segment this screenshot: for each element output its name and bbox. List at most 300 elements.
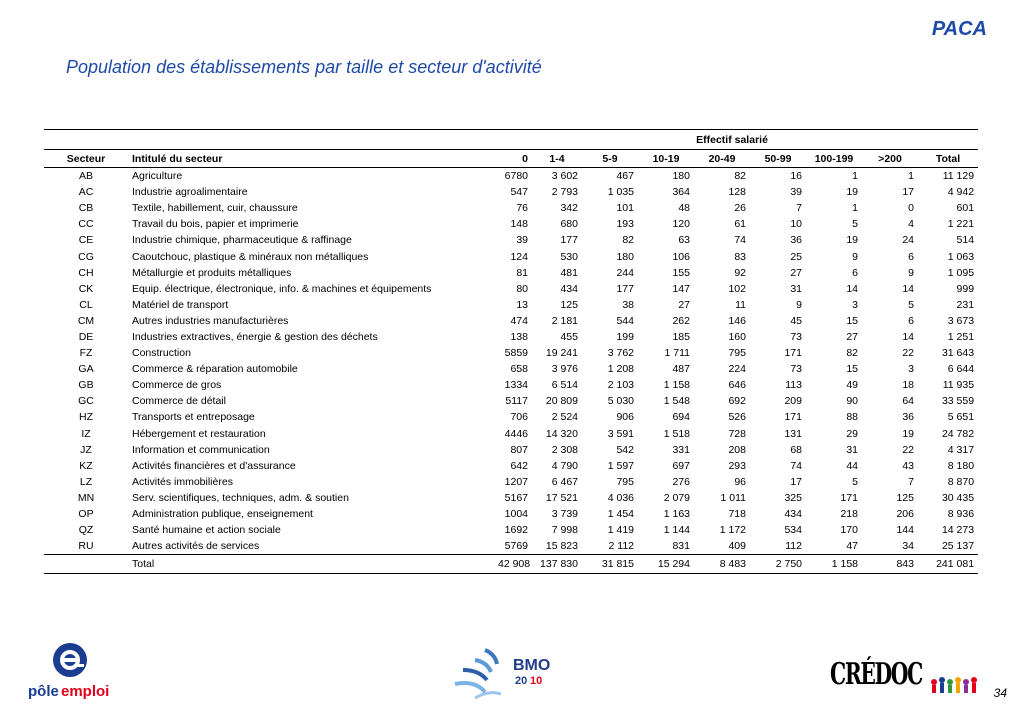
cell-200plus: 34 bbox=[902, 540, 914, 553]
cell-100-199: 19 bbox=[846, 186, 858, 199]
cell-10-19: 262 bbox=[672, 314, 690, 327]
cell-secteur: QZ bbox=[78, 524, 94, 537]
cell-20-49: 646 bbox=[728, 379, 746, 392]
cell-200plus: 206 bbox=[896, 508, 914, 521]
cell-100-199: 15 bbox=[846, 314, 858, 327]
cell-50-99: 112 bbox=[785, 540, 802, 553]
cell-1-4: 7 998 bbox=[551, 524, 578, 537]
cell-0: 5167 bbox=[504, 491, 528, 504]
cell-100-199: 47 bbox=[846, 540, 858, 553]
cell-50-99: 68 bbox=[790, 443, 802, 456]
cell-intitule: Caoutchouc, plastique & minéraux non métalliques bbox=[132, 250, 369, 263]
cell-total: 11 935 bbox=[942, 379, 975, 392]
cell-5-9: 180 bbox=[616, 250, 634, 263]
cell-0: 1692 bbox=[504, 524, 528, 537]
cell-100-199: 82 bbox=[846, 347, 858, 360]
cell-200plus: 9 bbox=[908, 266, 914, 279]
cell-0: 138 bbox=[510, 330, 528, 343]
cell-50-99: 171 bbox=[784, 411, 802, 424]
cell-50-99: 73 bbox=[790, 363, 802, 376]
cell-50-99: 36 bbox=[790, 234, 802, 247]
cell-100-199: 31 bbox=[846, 443, 858, 456]
cell-20-49: 526 bbox=[728, 411, 746, 424]
cell-100-199: 171 bbox=[840, 491, 858, 504]
cell-secteur: CC bbox=[78, 218, 94, 231]
cell-secteur: CB bbox=[78, 202, 94, 215]
cell-50-99: 25 bbox=[790, 250, 802, 263]
cell-1-4: 17 521 bbox=[545, 491, 578, 504]
cell-50-99: 27 bbox=[790, 266, 802, 279]
cell-50-99: 16 bbox=[790, 170, 802, 183]
cell-200plus: 64 bbox=[902, 395, 914, 408]
cell-total: 25 137 bbox=[941, 540, 975, 553]
cell-20-49: 82 bbox=[734, 170, 746, 183]
table-row bbox=[44, 248, 978, 264]
group-header-effectif: Effectif salarié bbox=[494, 130, 978, 150]
cell-20-49: 224 bbox=[728, 363, 746, 376]
cell-50-99: 9 bbox=[796, 298, 802, 311]
cell-20-49: 208 bbox=[728, 443, 746, 456]
cell-100-199: 5 bbox=[852, 218, 858, 231]
cell-10-19: 27 bbox=[678, 298, 690, 311]
cell-total: 6 644 bbox=[947, 363, 975, 376]
cell-0: 658 bbox=[510, 363, 528, 376]
credoc-word: CRÉDOC bbox=[830, 657, 966, 692]
cell-10-19: 1 518 bbox=[663, 427, 690, 440]
pole-emploi-logo bbox=[26, 640, 116, 702]
cell-200plus: 24 bbox=[902, 234, 914, 247]
cell-200plus: 14 bbox=[902, 330, 914, 343]
cell-intitule: Textile, habillement, cuir, chaussure bbox=[132, 202, 298, 215]
table-row bbox=[44, 538, 978, 555]
cell-1-4: 20 809 bbox=[545, 395, 578, 408]
cell-1-4: 3 976 bbox=[551, 363, 578, 376]
total-cell-50-99: 2 750 bbox=[750, 555, 806, 574]
cell-intitule: Agriculture bbox=[132, 170, 183, 183]
table-row bbox=[44, 361, 978, 377]
cell-100-199: 218 bbox=[840, 508, 858, 521]
cell-200plus: 144 bbox=[896, 524, 914, 537]
cell-total: 33 559 bbox=[941, 395, 975, 408]
table-row bbox=[44, 200, 978, 216]
cell-0: 81 bbox=[516, 266, 528, 279]
cell-10-19: 1 548 bbox=[663, 395, 690, 408]
bmo-year-b: 10 bbox=[530, 675, 543, 687]
cell-secteur: AB bbox=[78, 170, 93, 183]
cell-50-99: 10 bbox=[790, 218, 802, 231]
cell-secteur: CM bbox=[77, 314, 95, 327]
total-cell-secteur bbox=[44, 555, 128, 574]
table-row bbox=[44, 442, 978, 458]
col-header-1-4: 1-4 bbox=[532, 150, 582, 168]
total-cell-200plus: 843 bbox=[862, 555, 918, 574]
cell-1-4: 177 bbox=[560, 234, 578, 247]
table-row bbox=[44, 281, 978, 297]
cell-intitule: Métallurgie et produits métalliques bbox=[132, 266, 292, 279]
establishments-table bbox=[44, 129, 978, 574]
cell-secteur: KZ bbox=[79, 459, 93, 472]
cell-intitule: Commerce de gros bbox=[132, 379, 222, 392]
credoc-figures-icon bbox=[931, 677, 977, 693]
cell-5-9: 1 419 bbox=[607, 524, 634, 537]
cell-20-49: 293 bbox=[728, 459, 746, 472]
cell-50-99: 39 bbox=[790, 186, 802, 199]
cell-200plus: 43 bbox=[902, 459, 914, 472]
cell-total: 11 129 bbox=[942, 170, 975, 183]
cell-10-19: 48 bbox=[678, 202, 690, 215]
cell-200plus: 22 bbox=[902, 443, 914, 456]
cell-20-49: 692 bbox=[728, 395, 746, 408]
cell-intitule: Industries extractives, énergie & gestion des déchets bbox=[132, 330, 378, 343]
cell-0: 148 bbox=[510, 218, 528, 231]
cell-total: 1 251 bbox=[947, 330, 975, 343]
cell-0: 547 bbox=[510, 186, 528, 199]
cell-10-19: 147 bbox=[672, 282, 690, 295]
cell-5-9: 2 103 bbox=[607, 379, 634, 392]
cell-0: 706 bbox=[510, 411, 528, 424]
cell-total: 31 643 bbox=[941, 347, 975, 360]
cell-secteur: CH bbox=[78, 266, 94, 279]
cell-20-49: 1 011 bbox=[720, 491, 746, 504]
cell-secteur: JZ bbox=[80, 443, 92, 456]
cell-50-99: 45 bbox=[790, 314, 802, 327]
cell-intitule: Hébergement et restauration bbox=[132, 427, 266, 440]
cell-10-19: 831 bbox=[672, 540, 690, 553]
cell-secteur: LZ bbox=[79, 475, 93, 488]
cell-1-4: 15 823 bbox=[545, 540, 578, 553]
cell-secteur: DE bbox=[78, 330, 94, 343]
cell-50-99: 17 bbox=[790, 475, 802, 488]
cell-0: 80 bbox=[516, 282, 528, 295]
cell-5-9: 244 bbox=[616, 266, 634, 279]
cell-10-19: 1 711 bbox=[664, 347, 690, 360]
col-header-200plus: >200 bbox=[862, 150, 918, 168]
cell-1-4: 680 bbox=[560, 218, 578, 231]
cell-10-19: 331 bbox=[672, 443, 690, 456]
cell-secteur: RU bbox=[78, 540, 94, 553]
cell-intitule: Equip. électrique, électronique, info. & machines et équipements bbox=[132, 282, 432, 295]
cell-200plus: 22 bbox=[902, 347, 914, 360]
cell-5-9: 38 bbox=[622, 298, 634, 311]
cell-intitule: Commerce de détail bbox=[132, 395, 226, 408]
cell-10-19: 155 bbox=[672, 266, 690, 279]
cell-total: 3 673 bbox=[947, 314, 975, 327]
cell-0: 1334 bbox=[504, 379, 528, 392]
cell-50-99: 534 bbox=[784, 524, 802, 537]
cell-secteur: CE bbox=[78, 234, 94, 247]
cell-intitule: Autres industries manufacturières bbox=[132, 314, 289, 327]
cell-1-4: 125 bbox=[560, 298, 578, 311]
table-row bbox=[44, 168, 978, 185]
cell-10-19: 185 bbox=[672, 330, 690, 343]
total-row bbox=[44, 555, 978, 574]
cell-100-199: 6 bbox=[852, 266, 858, 279]
cell-secteur: GA bbox=[78, 363, 94, 376]
cell-0: 39 bbox=[516, 234, 528, 247]
cell-20-49: 146 bbox=[728, 314, 746, 327]
cell-total: 999 bbox=[956, 282, 975, 295]
cell-0: 1207 bbox=[504, 475, 528, 488]
cell-1-4: 3 602 bbox=[551, 170, 578, 183]
cell-100-199: 44 bbox=[846, 459, 858, 472]
table-row bbox=[44, 265, 978, 281]
cell-20-49: 26 bbox=[734, 202, 746, 215]
cell-50-99: 7 bbox=[796, 202, 802, 215]
table-row bbox=[44, 409, 978, 425]
cell-0: 1004 bbox=[504, 508, 528, 521]
cell-200plus: 18 bbox=[902, 379, 914, 392]
cell-total: 14 273 bbox=[941, 524, 975, 537]
cell-100-199: 3 bbox=[852, 298, 858, 311]
cell-20-49: 795 bbox=[728, 347, 746, 360]
cell-20-49: 61 bbox=[734, 218, 746, 231]
cell-10-19: 2 079 bbox=[663, 491, 690, 504]
cell-secteur: AC bbox=[78, 186, 94, 199]
cell-intitule: Information et communication bbox=[132, 443, 270, 456]
cell-secteur: CG bbox=[78, 250, 94, 263]
cell-200plus: 17 bbox=[902, 186, 914, 199]
cell-intitule: Autres activités de services bbox=[132, 540, 260, 553]
cell-200plus: 36 bbox=[902, 411, 914, 424]
table-row bbox=[44, 216, 978, 232]
cell-intitule: Administration publique, enseignement bbox=[132, 508, 313, 521]
cell-200plus: 0 bbox=[908, 202, 914, 215]
cell-total: 1 221 bbox=[947, 218, 975, 231]
pole-emploi-word-emploi: emploi bbox=[61, 683, 110, 700]
cell-1-4: 14 320 bbox=[545, 427, 578, 440]
cell-1-4: 4 790 bbox=[551, 459, 578, 472]
cell-100-199: 88 bbox=[846, 411, 858, 424]
cell-intitule: Santé humaine et action sociale bbox=[132, 524, 281, 537]
col-header-100-199: 100-199 bbox=[806, 150, 862, 168]
table-row bbox=[44, 522, 978, 538]
cell-intitule: Industrie agroalimentaire bbox=[132, 186, 248, 199]
cell-5-9: 1 035 bbox=[607, 186, 634, 199]
cell-total: 24 782 bbox=[941, 427, 975, 440]
cell-10-19: 106 bbox=[672, 250, 690, 263]
table-row bbox=[44, 313, 978, 329]
cell-secteur: MN bbox=[77, 491, 95, 504]
table-row bbox=[44, 506, 978, 522]
cell-20-49: 718 bbox=[728, 508, 746, 521]
cell-0: 4446 bbox=[504, 427, 528, 440]
cell-intitule: Activités immobilières bbox=[132, 475, 233, 488]
table-row bbox=[44, 474, 978, 490]
col-header-secteur: Secteur bbox=[44, 150, 128, 168]
cell-5-9: 177 bbox=[616, 282, 634, 295]
cell-1-4: 6 514 bbox=[551, 379, 578, 392]
cell-secteur: HZ bbox=[79, 411, 93, 424]
cell-50-99: 74 bbox=[790, 459, 802, 472]
cell-total: 5 651 bbox=[947, 411, 975, 424]
total-cell-5-9: 31 815 bbox=[582, 555, 638, 574]
cell-5-9: 1 454 bbox=[607, 508, 634, 521]
table-row bbox=[44, 377, 978, 393]
cell-200plus: 1 bbox=[908, 170, 914, 183]
cell-100-199: 1 bbox=[852, 170, 858, 183]
cell-0: 5769 bbox=[504, 540, 528, 553]
total-cell-1-4: 137 830 bbox=[532, 555, 582, 574]
cell-total: 514 bbox=[956, 234, 975, 247]
cell-5-9: 906 bbox=[616, 411, 634, 424]
cell-5-9: 795 bbox=[616, 475, 634, 488]
cell-50-99: 131 bbox=[784, 427, 802, 440]
cell-50-99: 113 bbox=[785, 379, 802, 392]
cell-5-9: 2 112 bbox=[608, 540, 634, 553]
cell-1-4: 530 bbox=[560, 250, 578, 263]
col-header-intitule: Intitulé du secteur bbox=[128, 150, 494, 168]
cell-5-9: 4 036 bbox=[607, 491, 634, 504]
cell-0: 474 bbox=[510, 314, 528, 327]
group-header-row bbox=[44, 130, 978, 150]
cell-200plus: 125 bbox=[896, 491, 914, 504]
cell-20-49: 409 bbox=[728, 540, 746, 553]
cell-20-49: 728 bbox=[728, 427, 746, 440]
cell-10-19: 276 bbox=[672, 475, 690, 488]
cell-200plus: 6 bbox=[908, 314, 914, 327]
col-header-0: 0 bbox=[494, 150, 532, 168]
cell-10-19: 1 163 bbox=[663, 508, 690, 521]
total-cell-intitule: Total bbox=[128, 555, 494, 574]
credoc-logo bbox=[828, 652, 998, 696]
cell-100-199: 19 bbox=[846, 234, 858, 247]
cell-1-4: 6 467 bbox=[551, 475, 578, 488]
cell-50-99: 209 bbox=[784, 395, 802, 408]
cell-0: 76 bbox=[516, 202, 528, 215]
cell-0: 5859 bbox=[504, 347, 528, 360]
col-header-5-9: 5-9 bbox=[582, 150, 638, 168]
cell-20-49: 11 bbox=[735, 298, 746, 311]
cell-20-49: 83 bbox=[734, 250, 746, 263]
cell-secteur: IZ bbox=[81, 427, 91, 440]
cell-1-4: 19 241 bbox=[545, 347, 578, 360]
cell-intitule: Travail du bois, papier et imprimerie bbox=[132, 218, 299, 231]
cell-200plus: 19 bbox=[902, 427, 914, 440]
cell-total: 1 063 bbox=[947, 250, 975, 263]
cell-20-49: 92 bbox=[734, 266, 746, 279]
cell-10-19: 1 144 bbox=[663, 524, 690, 537]
cell-100-199: 9 bbox=[852, 250, 858, 263]
table-row bbox=[44, 345, 978, 361]
col-header-50-99: 50-99 bbox=[750, 150, 806, 168]
cell-total: 8 180 bbox=[947, 459, 975, 472]
bmo-2010-logo bbox=[445, 640, 565, 704]
cell-100-199: 49 bbox=[846, 379, 858, 392]
cell-10-19: 697 bbox=[672, 459, 690, 472]
cell-1-4: 434 bbox=[560, 282, 578, 295]
cell-100-199: 1 bbox=[852, 202, 858, 215]
cell-100-199: 5 bbox=[852, 475, 858, 488]
cell-10-19: 487 bbox=[672, 363, 690, 376]
cell-intitule: Serv. scientifiques, techniques, adm. & soutien bbox=[132, 491, 349, 504]
total-cell-0: 42 908 bbox=[494, 555, 532, 574]
cell-200plus: 6 bbox=[908, 250, 914, 263]
cell-intitule: Commerce & réparation automobile bbox=[132, 363, 298, 376]
cell-20-49: 102 bbox=[728, 282, 746, 295]
cell-200plus: 5 bbox=[908, 298, 914, 311]
bmo-word: BMO bbox=[513, 657, 551, 674]
bmo-year-a: 20 bbox=[515, 675, 528, 687]
cell-1-4: 3 739 bbox=[551, 508, 578, 521]
cell-50-99: 434 bbox=[784, 508, 802, 521]
cell-0: 6780 bbox=[504, 170, 528, 183]
cell-intitule: Industrie chimique, pharmaceutique & raffinage bbox=[132, 234, 352, 247]
total-cell-20-49: 8 483 bbox=[694, 555, 750, 574]
cell-20-49: 160 bbox=[728, 330, 746, 343]
cell-0: 13 bbox=[516, 298, 528, 311]
cell-intitule: Matériel de transport bbox=[132, 298, 229, 311]
cell-1-4: 455 bbox=[560, 330, 578, 343]
table-row bbox=[44, 393, 978, 409]
cell-secteur: CK bbox=[78, 282, 94, 295]
cell-secteur: GC bbox=[78, 395, 94, 408]
cell-total: 1 095 bbox=[947, 266, 975, 279]
cell-intitule: Construction bbox=[132, 347, 191, 360]
cell-10-19: 180 bbox=[672, 170, 690, 183]
cell-20-49: 74 bbox=[734, 234, 746, 247]
cell-5-9: 199 bbox=[616, 330, 634, 343]
cell-200plus: 14 bbox=[902, 282, 914, 295]
cell-0: 642 bbox=[510, 459, 528, 472]
cell-0: 124 bbox=[510, 250, 528, 263]
cell-total: 30 435 bbox=[941, 491, 975, 504]
cell-total: 8 936 bbox=[947, 508, 975, 521]
cell-20-49: 96 bbox=[734, 475, 746, 488]
pole-emploi-word-pole: pôle bbox=[28, 683, 59, 700]
cell-5-9: 193 bbox=[616, 218, 634, 231]
cell-100-199: 14 bbox=[846, 282, 858, 295]
cell-5-9: 3 762 bbox=[607, 347, 634, 360]
cell-100-199: 15 bbox=[846, 363, 858, 376]
cell-0: 807 bbox=[510, 443, 528, 456]
cell-secteur: OP bbox=[78, 508, 94, 521]
cell-20-49: 128 bbox=[728, 186, 746, 199]
table-row bbox=[44, 458, 978, 474]
total-cell-10-19: 15 294 bbox=[638, 555, 694, 574]
cell-1-4: 2 793 bbox=[551, 186, 578, 199]
cell-200plus: 7 bbox=[908, 475, 914, 488]
total-cell-total: 241 081 bbox=[918, 555, 978, 574]
table-row bbox=[44, 297, 978, 313]
cell-total: 8 870 bbox=[947, 475, 975, 488]
data-table-container bbox=[44, 129, 978, 574]
cell-20-49: 1 172 bbox=[719, 524, 746, 537]
cell-50-99: 171 bbox=[784, 347, 802, 360]
cell-100-199: 27 bbox=[846, 330, 858, 343]
cell-secteur: CL bbox=[79, 298, 93, 311]
cell-1-4: 2 308 bbox=[551, 443, 578, 456]
cell-50-99: 325 bbox=[784, 491, 802, 504]
cell-5-9: 101 bbox=[616, 202, 634, 215]
total-cell-100-199: 1 158 bbox=[806, 555, 862, 574]
cell-50-99: 73 bbox=[790, 330, 802, 343]
cell-10-19: 63 bbox=[678, 234, 690, 247]
cell-1-4: 342 bbox=[560, 202, 578, 215]
cell-secteur: FZ bbox=[79, 347, 93, 360]
cell-10-19: 364 bbox=[672, 186, 690, 199]
table-row bbox=[44, 232, 978, 248]
page-number: 34 bbox=[993, 686, 1007, 700]
cell-1-4: 481 bbox=[560, 266, 578, 279]
column-header-row bbox=[44, 150, 978, 168]
col-header-20-49: 20-49 bbox=[694, 150, 750, 168]
cell-5-9: 5 030 bbox=[607, 395, 634, 408]
cell-total: 601 bbox=[956, 202, 975, 215]
col-header-total: Total bbox=[918, 150, 978, 168]
cell-200plus: 3 bbox=[908, 363, 914, 376]
table-row bbox=[44, 184, 978, 200]
cell-10-19: 120 bbox=[672, 218, 690, 231]
